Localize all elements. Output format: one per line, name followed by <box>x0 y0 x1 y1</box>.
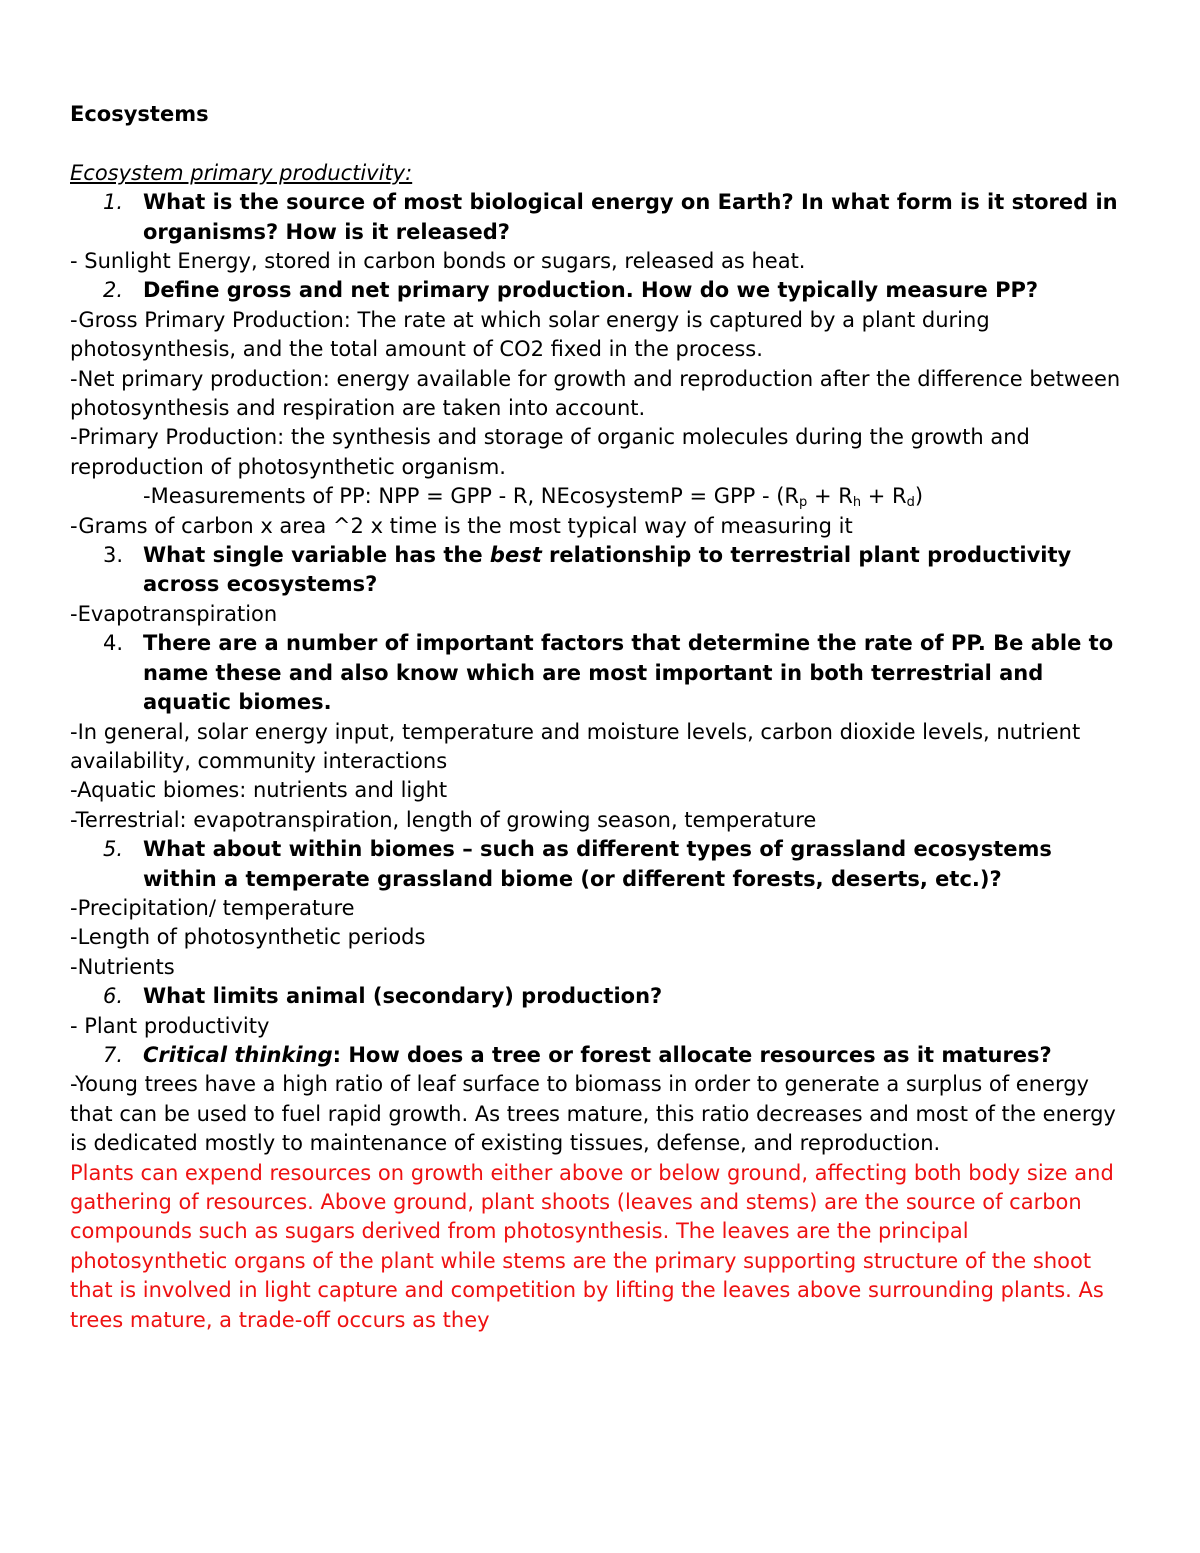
question-text: Critical thinking: How does a tree or forest allocate resources as it matures? <box>143 1042 1052 1067</box>
answer-5-nutrients: -Nutrients <box>70 954 175 979</box>
question-text: What limits animal (secondary) production? <box>143 984 663 1009</box>
answer-6: - Plant productivity <box>70 1013 270 1038</box>
question-number: 1. <box>103 190 124 215</box>
document-title: Ecosystems <box>70 102 209 126</box>
question-5 <box>70 835 1130 894</box>
answer-2-primary: -Primary Production: the synthesis and storage of organic molecules during the growth and reproduction of photosynthetic organism. <box>70 425 1030 479</box>
question-2 <box>70 276 1130 305</box>
answer-4-general: -In general, solar energy input, temperature and moisture levels, carbon dioxide levels, nutrient availability, community interactions <box>70 719 1081 773</box>
answer-4-aquatic: -Aquatic biomes: nutrients and light <box>70 778 448 803</box>
answer-2-net: -Net primary production: energy available for growth and reproduction after the difference between photosynthesis and respiration are taken into account. <box>70 366 1121 421</box>
question-number: 5. <box>103 837 124 862</box>
answer-3: -Evapotranspiration <box>70 601 278 626</box>
answer-5-precipitation: -Precipitation/ temperature <box>70 895 355 920</box>
answer-4-terrestrial: -Terrestrial: evapotranspiration, length of growing season, temperature <box>70 807 817 832</box>
document-page <box>70 100 1130 1335</box>
section-title: Ecosystem primary productivity: <box>70 160 413 185</box>
question-text: There are a number of important factors that determine the rate of PP. Be able to name these and also know which are most important in both terrestrial and aquatic biomes. <box>143 631 1114 715</box>
question-1 <box>70 188 1130 247</box>
question-number: 6. <box>103 984 124 1009</box>
answer-2-gross: -Gross Primary Production: The rate at which solar energy is captured by a plant during photosynthesis, and the total amount of CO2 fixed in the process. <box>70 307 990 362</box>
answer-2-measurements: -Measurements of PP: NPP = GPP - R, NEcosystemP = GPP - $(R_p + R_h + R_d)$ <box>143 484 924 511</box>
question-text: What about within biomes – such as different types of grassland ecosystems within a temperate grassland biome (or different forests, deserts, etc.)? <box>143 837 1052 891</box>
question-number: 2. <box>103 278 124 303</box>
question-number: 4. <box>103 631 124 656</box>
blank-line <box>70 129 1130 158</box>
question-6 <box>70 982 1130 1011</box>
question-text: What single variable has the best relationship to terrestrial plant productivity across ecosystems? <box>143 543 1072 597</box>
question-text: What is the source of most biological energy on Earth? In what form is it stored in organisms? How is it released? <box>143 190 1118 244</box>
answer-5-length: -Length of photosynthetic periods <box>70 925 426 950</box>
question-text: Define gross and net primary production. How do we typically measure PP? <box>143 278 1039 303</box>
answer-7-red-note: Plants can expend resources on growth either above or below ground, affecting both body size and gathering of resources. Above ground, plant shoots (leaves and stems) are the source of carbon compounds such as sugars derived from photosynthesis. The leaves are the principal photosynthetic organs of the plant while stems are the primary supporting structure of the shoot that is involved in light capture and competition by lifting the leaves above surrounding plants. As trees mature, a trade-off occurs as they <box>70 1160 1114 1332</box>
question-4 <box>70 629 1130 717</box>
question-3 <box>70 541 1130 600</box>
answer-2-grams: -Grams of carbon x area ^2 x time is the most typical way of measuring it <box>70 513 853 538</box>
answer-1: - Sunlight Energy, stored in carbon bonds or sugars, released as heat. <box>70 249 806 273</box>
question-number: 7. <box>103 1042 124 1067</box>
question-7 <box>70 1041 1130 1070</box>
answer-7: -Young trees have a high ratio of leaf surface to biomass in order to generate a surplus of energy that can be used to fuel rapid growth. As trees mature, this ratio decreases and most of the energy is dedicated mostly to maintenance of existing tissues, defense, and reproduction. <box>70 1072 1116 1156</box>
question-number: 3. <box>103 543 124 568</box>
